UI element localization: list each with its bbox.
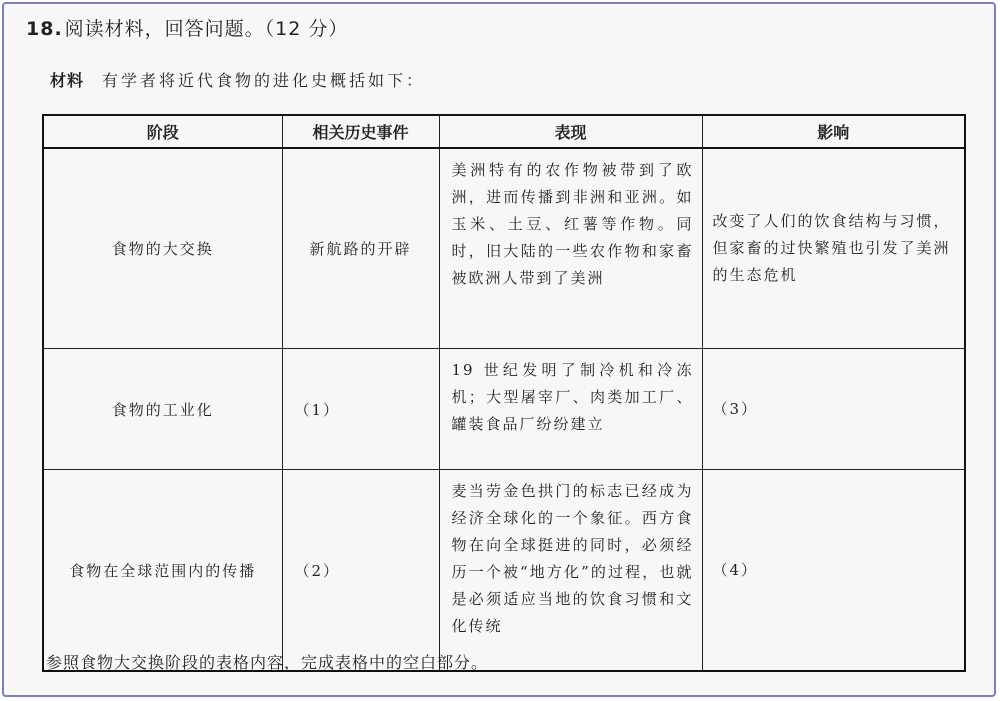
performance-cell: 麦当劳金色拱门的标志已经成为经济全球化的一个象征。西方食物在向全球挺进的同时，必须经历一个被“地方化”的过程，也就是必须适应当地的饮食习惯和文化传统 (439, 470, 702, 672)
table-row (43, 148, 965, 349)
table-row (43, 349, 965, 470)
question-number: 18. (26, 18, 63, 40)
material-text: 有学者将近代食物的进化史概括如下： (102, 71, 426, 90)
stage-cell: 食物在全球范围内的传播 (43, 470, 282, 672)
question-title: 阅读材料，回答问题。（12 分） (64, 18, 349, 40)
impact-blank-4: （4） (702, 470, 965, 672)
performance-cell: 美洲特有的农作物被带到了欧洲，进而传播到非洲和亚洲。如玉米、土豆、红薯等作物。同时，旧大陆的一些农作物和家畜被欧洲人带到了美洲 (439, 148, 702, 349)
header-impact: 影响 (702, 115, 965, 148)
header-performance: 表现 (439, 115, 702, 148)
table-header-row (43, 115, 965, 148)
question-heading (26, 14, 348, 41)
header-event: 相关历史事件 (282, 115, 439, 148)
performance-cell: 19 世纪发明了制冷机和冷冻机；大型屠宰厂、肉类加工厂、罐装食品厂纷纷建立 (439, 349, 702, 470)
stage-cell: 食物的大交换 (43, 148, 282, 349)
event-blank-2: （2） (282, 470, 439, 672)
instruction-text: 参照食物大交换阶段的表格内容，完成表格中的空白部分。 (46, 653, 489, 672)
impact-blank-3: （3） (702, 349, 965, 470)
table-row (43, 470, 965, 672)
material-intro (50, 68, 425, 91)
event-cell: 新航路的开辟 (282, 148, 439, 349)
history-table (42, 114, 966, 672)
stage-cell: 食物的工业化 (43, 349, 282, 470)
header-stage: 阶段 (43, 115, 282, 148)
material-label: 材料 (50, 71, 85, 90)
impact-cell: 改变了人们的饮食结构与习惯，但家畜的过快繁殖也引发了美洲的生态危机 (702, 148, 965, 349)
event-blank-1: （1） (282, 349, 439, 470)
